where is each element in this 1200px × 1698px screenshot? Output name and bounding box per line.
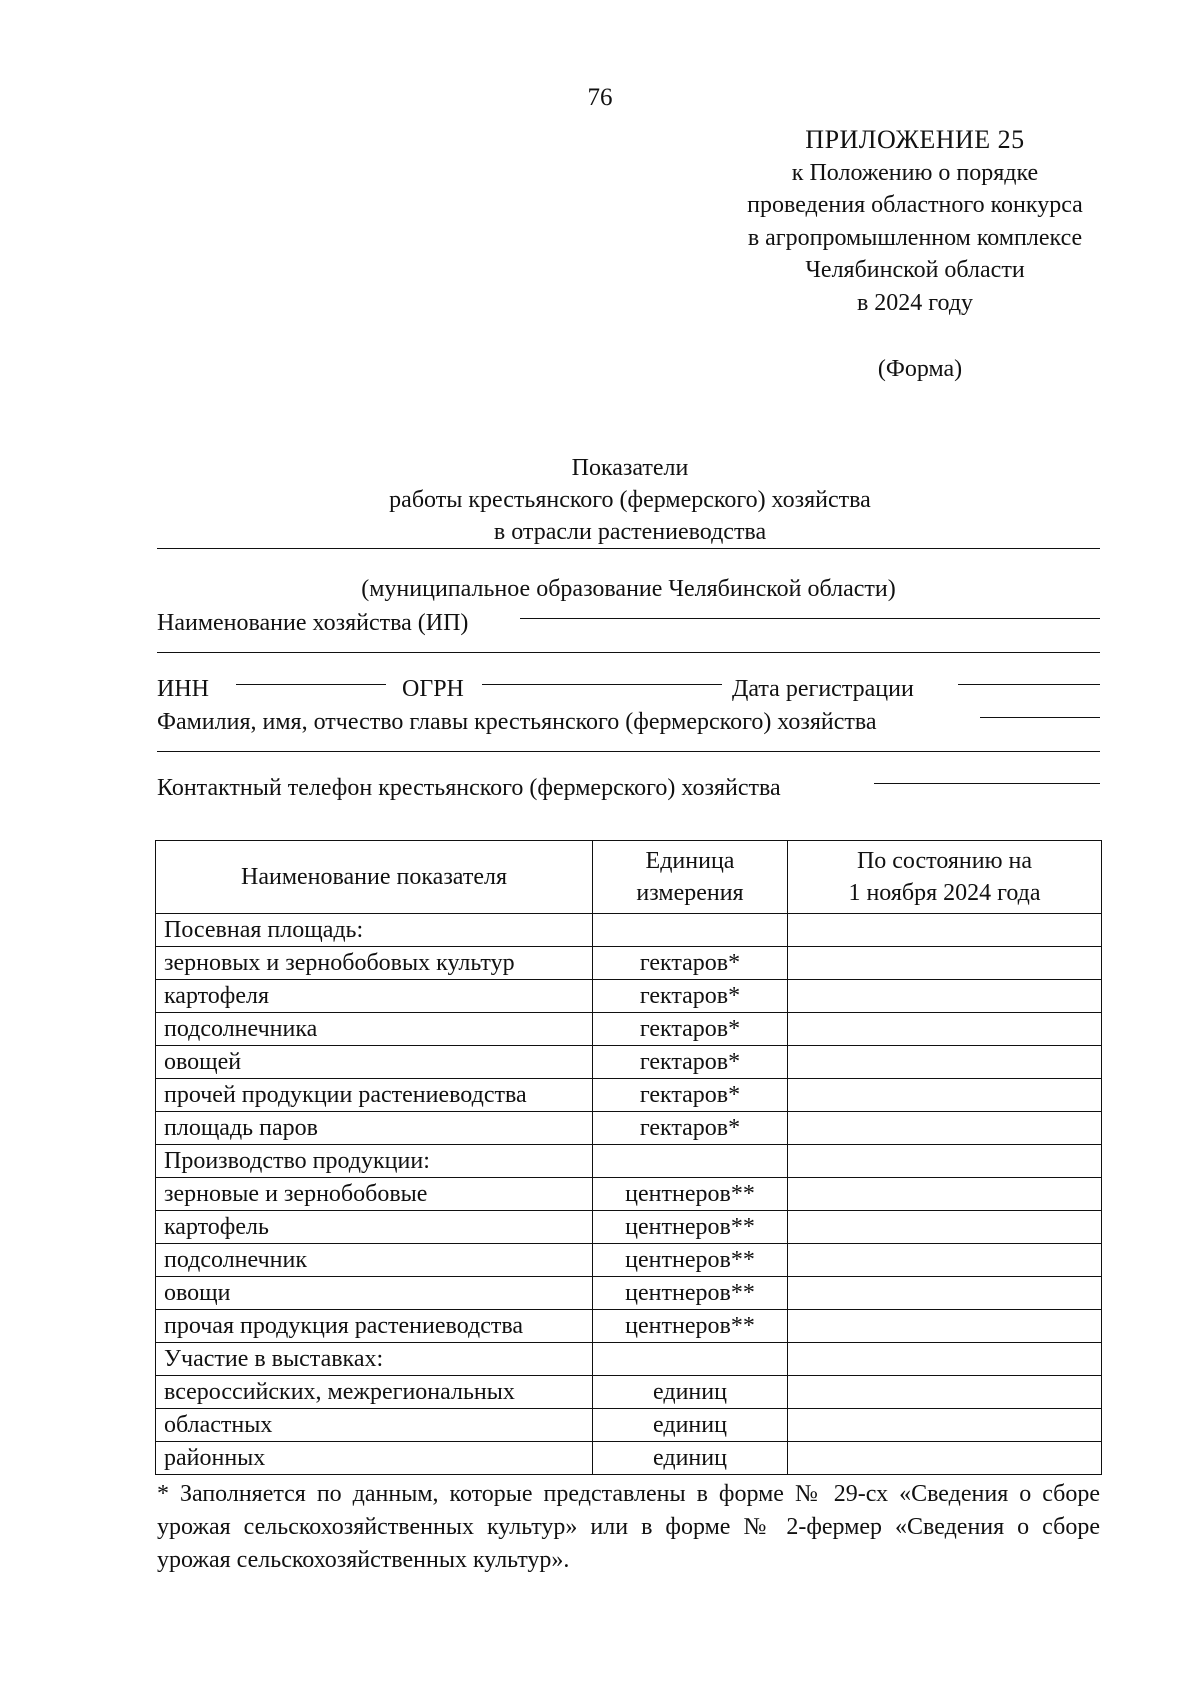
indicator-name-cell: картофеля xyxy=(156,980,593,1013)
unit-cell: единиц xyxy=(593,1442,788,1475)
value-cell[interactable] xyxy=(788,1013,1102,1046)
value-cell[interactable] xyxy=(788,1442,1102,1475)
header-unit-line: Единица xyxy=(645,848,735,874)
unit-cell: центнеров** xyxy=(593,1244,788,1277)
footnote: * Заполняется по данным, которые представлены в форме № 29-сх «Сведения о сборе урожая сельскохозяйственных культур» или в форме № 2-фермер «Сведения о сборе урожая сельскохозяйственных культур». xyxy=(157,1481,1100,1573)
indicator-name-cell: овощей xyxy=(156,1046,593,1079)
ogrn-label: ОГРН xyxy=(402,676,464,702)
phone-label: Контактный телефон крестьянского (фермерского) хозяйства xyxy=(157,775,781,801)
header-indicator: Наименование показателя xyxy=(156,841,593,914)
unit-cell: центнеров** xyxy=(593,1211,788,1244)
value-cell[interactable] xyxy=(788,1046,1102,1079)
table-row xyxy=(156,947,1102,980)
table-row xyxy=(156,1211,1102,1244)
table-row xyxy=(156,1409,1102,1442)
unit-cell: гектаров* xyxy=(593,1112,788,1145)
header-unit xyxy=(593,841,788,914)
unit-cell: гектаров* xyxy=(593,980,788,1013)
indicator-name-cell: площадь паров xyxy=(156,1112,593,1145)
header-value-line: По состоянию на xyxy=(856,848,1033,874)
table-row xyxy=(156,1178,1102,1211)
indicator-name-cell: подсолнечник xyxy=(156,1244,593,1277)
indicator-name-cell: всероссийских, межрегиональных xyxy=(156,1376,593,1409)
value-cell[interactable] xyxy=(788,980,1102,1013)
table-row xyxy=(156,1244,1102,1277)
farm-name-field[interactable] xyxy=(520,618,1100,619)
indicators-table xyxy=(155,840,1102,1475)
title-line: в отрасли растениеводства xyxy=(493,519,767,545)
indicator-name-cell: Посевная площадь: xyxy=(156,914,593,947)
table-row xyxy=(156,1079,1102,1112)
indicator-name-cell: подсолнечника xyxy=(156,1013,593,1046)
table-row xyxy=(156,1145,1102,1178)
reg-date-field[interactable] xyxy=(958,684,1100,685)
indicator-name-cell: овощи xyxy=(156,1277,593,1310)
header-value xyxy=(788,841,1102,914)
municipality-caption: (муниципальное образование Челябинской области) xyxy=(361,576,896,602)
table-row xyxy=(156,980,1102,1013)
appendix-line: в 2024 году xyxy=(856,289,974,316)
indicator-name-cell: картофель xyxy=(156,1211,593,1244)
title-line: Показатели xyxy=(571,455,689,481)
unit-cell: гектаров* xyxy=(593,1046,788,1079)
appendix-line: в агропромышленном комплексе xyxy=(747,224,1083,251)
indicator-name-cell: зерновые и зернобобовые xyxy=(156,1178,593,1211)
table-row xyxy=(156,1442,1102,1475)
value-cell[interactable] xyxy=(788,1244,1102,1277)
unit-cell: центнеров** xyxy=(593,1178,788,1211)
header-value-line: 1 ноября 2024 года xyxy=(848,880,1041,906)
unit-cell: гектаров* xyxy=(593,947,788,980)
indicator-name-cell: прочая продукция растениеводства xyxy=(156,1310,593,1343)
farm-name-field-continuation[interactable] xyxy=(157,652,1100,653)
unit-cell: центнеров** xyxy=(593,1277,788,1310)
value-cell[interactable] xyxy=(788,1211,1102,1244)
indicator-name-cell: зерновых и зернобобовых культур xyxy=(156,947,593,980)
unit-cell: гектаров* xyxy=(593,1013,788,1046)
value-cell[interactable] xyxy=(788,1310,1102,1343)
value-cell[interactable] xyxy=(788,1277,1102,1310)
head-name-field[interactable] xyxy=(980,717,1100,718)
indicator-name-cell: Участие в выставках: xyxy=(156,1343,593,1376)
table-header-row xyxy=(156,841,1102,914)
value-cell[interactable] xyxy=(788,1112,1102,1145)
value-cell[interactable] xyxy=(788,1079,1102,1112)
document-title xyxy=(250,452,1010,548)
page-number: 76 xyxy=(587,84,613,111)
value-cell[interactable] xyxy=(788,914,1102,947)
table-row xyxy=(156,1376,1102,1409)
value-cell[interactable] xyxy=(788,1376,1102,1409)
table-row xyxy=(156,1310,1102,1343)
inn-label: ИНН xyxy=(157,676,209,702)
value-cell[interactable] xyxy=(788,1343,1102,1376)
indicator-name-cell: прочей продукции растениеводства xyxy=(156,1079,593,1112)
header-unit-line: измерения xyxy=(636,880,744,906)
appendix-line: Челябинской области xyxy=(805,257,1025,283)
value-cell[interactable] xyxy=(788,1409,1102,1442)
table-row xyxy=(156,914,1102,947)
table-body xyxy=(156,914,1102,1475)
form-label: (Форма) xyxy=(877,356,963,382)
unit-cell: единиц xyxy=(593,1376,788,1409)
indicator-name-cell: районных xyxy=(156,1442,593,1475)
title-line: работы крестьянского (фермерского) хозяйства xyxy=(389,487,871,513)
phone-field[interactable] xyxy=(874,783,1100,784)
unit-cell: единиц xyxy=(593,1409,788,1442)
ogrn-field[interactable] xyxy=(482,684,722,685)
appendix-block xyxy=(680,124,1150,319)
indicator-name-cell: областных xyxy=(156,1409,593,1442)
unit-cell xyxy=(593,914,788,947)
table-row xyxy=(156,1277,1102,1310)
appendix-line: к Положению о порядке xyxy=(791,159,1039,186)
table-row xyxy=(156,1112,1102,1145)
value-cell[interactable] xyxy=(788,1145,1102,1178)
table-row xyxy=(156,1046,1102,1079)
reg-date-label: Дата регистрации xyxy=(732,676,914,702)
table-row xyxy=(156,1343,1102,1376)
head-name-field-continuation[interactable] xyxy=(157,751,1100,752)
unit-cell: центнеров** xyxy=(593,1310,788,1343)
table-row xyxy=(156,1013,1102,1046)
inn-field[interactable] xyxy=(236,684,386,685)
unit-cell xyxy=(593,1145,788,1178)
head-name-label: Фамилия, имя, отчество главы крестьянского (фермерского) хозяйства xyxy=(157,709,877,735)
indicator-name-cell: Производство продукции: xyxy=(156,1145,593,1178)
value-cell[interactable] xyxy=(788,1178,1102,1211)
unit-cell: гектаров* xyxy=(593,1079,788,1112)
appendix-line: проведения областного конкурса xyxy=(747,192,1083,218)
farm-name-label: Наименование хозяйства (ИП) xyxy=(157,610,469,636)
unit-cell xyxy=(593,1343,788,1376)
appendix-title: ПРИЛОЖЕНИЕ 25 xyxy=(805,125,1025,154)
municipality-field[interactable] xyxy=(157,548,1100,549)
value-cell[interactable] xyxy=(788,947,1102,980)
